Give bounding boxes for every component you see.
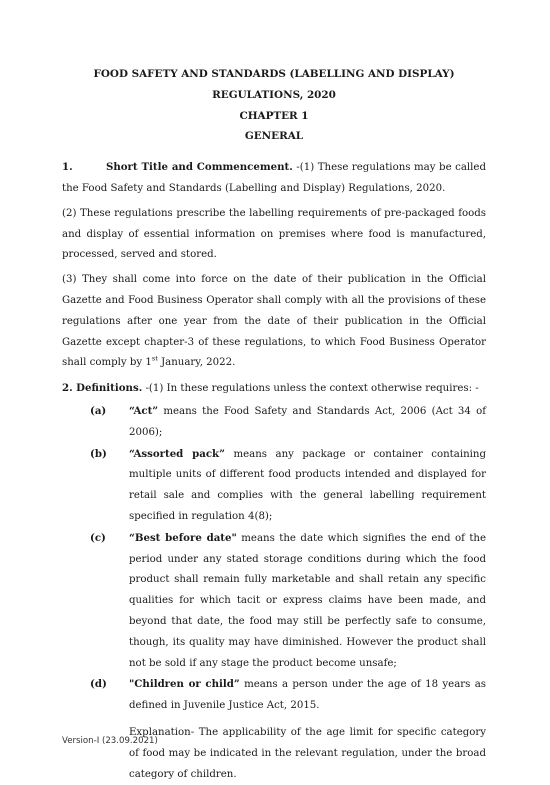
definition-text <box>129 444 486 528</box>
definition-text <box>129 528 486 675</box>
section-1-sub3-end: January, 2022. <box>157 357 236 369</box>
definition-label: (c) <box>90 531 106 544</box>
document-body <box>62 64 486 785</box>
definition-label: (d) <box>90 678 107 691</box>
definition-label: (a) <box>90 404 107 417</box>
definition-label: (b) <box>90 447 107 460</box>
definition-item <box>90 444 486 528</box>
definition-item <box>90 528 486 675</box>
section-2-heading: 2. Definitions. <box>62 382 143 395</box>
definition-body: means a person under the age of 18 years as defined in Juvenile Justice Act, 2015. <box>129 679 487 712</box>
section-1-paragraph-3 <box>62 270 486 374</box>
section-2-intro <box>62 378 486 400</box>
definition-term: "Children or child” <box>129 678 240 691</box>
ordinal-suffix: st <box>151 354 158 363</box>
section-2-intro-text: -(1) In these regulations unless the context otherwise requires: - <box>142 383 479 395</box>
section-1-paragraph-2: (2) These regulations prescribe the labelling requirements of pre-packaged foods and display of essential information on premises where food is manufactured, processed, served and stored. <box>62 207 486 261</box>
version-footer: Version-I (23.09.2021) <box>62 736 158 746</box>
document-title: FOOD SAFETY AND STANDARDS (LABELLING AND DISPLAY) REGULATIONS, 2020 <box>93 68 455 101</box>
chapter-name: GENERAL <box>244 130 304 143</box>
definition-body: means the Food Safety and Standards Act, 2006 (Act 34 of 2006); <box>129 405 486 438</box>
definition-body: means the date which signifies the end of the period under any stated storage conditions during which the food product shall remain fully marketable and shall retain any specific qualities for which tacit or express claims have been made, and beyond that date, the food may still be perfectly safe to consume, though, its quality may have diminished. However the product shall not be sold if any stage the product become unsafe; <box>129 532 486 669</box>
definition-term: “Act” <box>129 404 159 417</box>
section-1-sub3-text: (3) They shall come into force on the date of their publication in the Official Gazette and Food Business Operator shall comply with all the provisions of these regulations after one year from the date of their publication in the Official Gazette except chapter-3 of these regulations, to which Food Business Operator shall comply by 1 <box>62 274 486 369</box>
section-1-number: 1. <box>62 161 73 174</box>
definition-item <box>90 401 486 444</box>
definition-term: “Best before date" <box>129 531 237 544</box>
definitions-list <box>62 401 486 717</box>
chapter-number: CHAPTER 1 <box>239 109 309 122</box>
explanation-note: Explanation- The applicability of the age limit for specific category of food may be indicated in the relevant regulation, under the broad category of children. <box>129 726 486 780</box>
definition-body: means any package or container containing multiple units of different food products intended and displayed for retail sale and complies with the general labelling requirement specified in regulation 4(8); <box>129 448 486 522</box>
definition-item <box>90 674 486 717</box>
definition-text <box>129 401 486 444</box>
section-1-sub1-text: These regulations may be called the Food Safety and Standards (Labelling and Display) Regulations, 2020. <box>62 162 486 194</box>
section-1-sub1-prefix: -(1) <box>292 162 318 174</box>
definition-term: “Assorted pack” <box>129 447 225 460</box>
definition-text <box>129 674 486 717</box>
section-1-heading: Short Title and Commencement. <box>106 161 293 174</box>
section-1-paragraph-1 <box>62 157 486 200</box>
